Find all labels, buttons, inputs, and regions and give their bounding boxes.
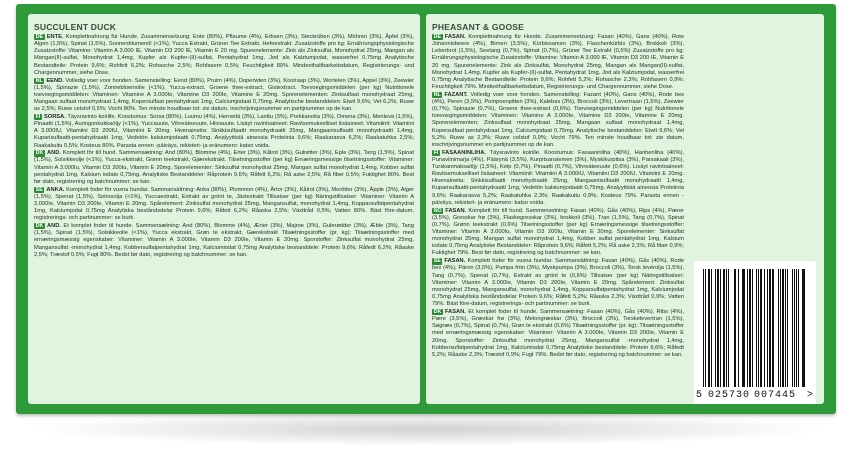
language-tag: NL	[433, 91, 441, 98]
barcode-group-1: 025730	[708, 390, 751, 401]
language-tag: DK	[35, 150, 44, 157]
ingredients-text-block	[34, 34, 414, 259]
barcode-group-2: 007445	[754, 390, 797, 401]
language-section	[34, 34, 414, 78]
section-title: SORSA.	[43, 113, 66, 120]
product-label-pack	[16, 4, 836, 414]
language-tag: NO	[433, 207, 442, 214]
section-text: Volledig voer voor honden. Samenstelling: Eend (80%), Pruim (4%), Doperwten (3%), Koolraap (3%), Wortelen (3%), Appel (3%), Zeewier (1,5%), Spinazie (1,5%), Zonnebloemolie (<1%), Yucca-extract, Groene thee-extract, Gistextract. Toevoegingsmiddelen (per kg) Nutritionele toevoegingsmiddelen: Vitaminen: Vitamine A 3.000Ie, Vitamine D3 200Ie, Vitamine E 20mg. Sporenelementen: Zinksulfaat monohydraat 25mg, Mangaan sulfaat monohydraat 1,4mg, Kopersulfaat pentahydraat 1mg, Calciumjodaat 0,75mg. Analytische bestanddelen: Eiwit 9,6%; Vet 6,2%; Ruwe as 2,5%; Ruwe celstof 0,5%; Vocht 80%. Ten minste houdbaar tot: zie datum, inschrijvingsnummer en partijnummer op de kan.	[34, 77, 414, 113]
barcode-bars	[703, 269, 807, 387]
section-text: Täysravinto koirille. Koostumus: Sorsa (80%), Luumu (4%), Herneitä (3%), Lanttu (3%), Porkkanoita (3%), Omena (3%), Merilevä (1,5%), Pinaatti (1,5%), Auringonkukkaöljy (<1%), Yuccauute, Vihreäteeuute, Hiivauute. Lisäyt ravintoaineet: Ravitsemukselliset lisäaineet: Vitamiinit: Vitamiini A 3.000IU, Vitamiini D3 200IU, Vitamiini E 20mg. Hivenaineita: Sinkkisulfaatti monohydraatti 25mg, Mangaanisulfaatti monohydraatti 1,4mg, Kuparisulfaatti-pentahydraatti 1mg, Vedetön kalsiumjodaatti 0,75mg. Analyyttisiä aineosia Proteiinia 9,6%; Raakarasva 6,2%; Raakatuhka 2,5%; Raakakuitu 0,5%; Kosteus 80%. Parasta ennen -päiväys, rekisteri- ja eränumero: katso voida.	[34, 113, 414, 149]
language-section	[34, 187, 414, 223]
section-title: FAZANT.	[444, 91, 468, 98]
language-tag: SE	[433, 258, 441, 265]
barcode-quiet-zone-marker: >	[806, 390, 814, 401]
language-tag: SE	[35, 186, 43, 193]
section-title: FASAN.	[444, 308, 466, 315]
section-text: Komplettnahrung für Hunde. Zusammensetzung: Fasan (40%), Gans (40%), Rote Johannisbeere (4%), Birnen (3,5%), Kürbissamen (3%), Flaschenkürbis (3%), Brokkoli (3%), Leberbrot (1,5%), Seetang (0,7%), Spinat (0,7%), Grüner Tee Extrakt (0,5%) Zusatzstoffe pro kg: Ernährungsphysiologische Zusatzstoffe: Vitamine: Vitamin A 3.000 IE, Vitamin D3 200 IE, Vitamin E 20 mg. Spurenelemente: Zink als Zinksulfat, Monohydrat 25mg, Mangan als Mangan(II)-sulfat, Monohydrat 1,4mg, Kupfer als Kupfer-(II)-sulfat, Pentahydrat 1mg, Jod als Kalziumjodat, wasserfrei 0,75mg Analytische Bestandteile: Protein 9,6%; Rohfett 5,2%; Rohasche 2,3%; Rohfasern 0,9%; Feuchtigkeit 79%. Mindesthaltbarkeitsdatum, Registrierungs- und Chargennummer, siehe Dose.	[432, 34, 684, 91]
language-tag: DE	[433, 34, 442, 40]
language-tag: FI	[35, 113, 41, 120]
language-section	[34, 114, 414, 150]
section-text: Komplett foder för vuxna hundar. Sammansättning: Anka (80%), Plommon (4%), Ärtor (3%), Kålrot (3%), Morötter (3%), Äpple (3%), Alger (1,5%), Spenat (1,5%), Solrosolja (<1%), Yuccaextrakt, Extrakt av grönt te, Jästextrakt Tillsatser (per kg) Näringstillsatser: Vitaminer: Vitamin A 3.000Ie, Vitamin D3 200Ie, Vitamin E 20mg. Spårelement: Zinksulfat monohydrat 25mg, Mangansulfat, monohydrat 1,4mg, Kopparsulfatpentahydrat 1mg, Kalciumjodat 0,75mg Analytiska beståndsdelar Protein 9,6%; Råfett 6,2%; Råaska 2,5%; Växttråd 0,5%; Vatten 80%. Bäst före-datum, registrerings- och partinummer: se burk.	[34, 186, 414, 222]
section-title: ENTE.	[46, 34, 64, 40]
section-title: EEND.	[46, 77, 64, 84]
section-text: Komplett för till hund. Sammensetning: Fasan (40%), Gås (40%), Rips (4%), Pærer (3,5%), Gresskar frø (3%), Flaskegresskar (3%), brokkoli (3%), Tran (1,5%), Tang (0,7%), Spinat (0,7%), Grønn teekstrakt (0,6%) Tilsetningsstoffer (per kg) Ernæringsmessige tilsetningsstoffer: Vitaminer: Vitamin A 3.000Iu, Vitamin D3 200Iu, Vitamin E 20mg. Sporelementer: Sinksulfat monohydrat 25mg, Mangan sulfat monohydrat 1,4mg, Kobber sulfat pentahydrat 1mg, Kalsium iodate 0,75mg Analytiske Bestanddeler: Råprotein 9,6%; Råfett 5,2%; Rå aske 2,3%; Rå fiber 0,9%; Fuktighet 79%. Best før dato, registrering og batchnummer: se kan.	[432, 207, 684, 257]
section-text: Komplettnahrung für Hunde. Zusammensetzung: Ente (80%), Pflaume (4%), Erbsen (3%), Steckrüben (3%), Möhren (3%), Äpfel (3%), Algen (1,5%), Spinat (1,5%), Sonnenblumenöl (<1%), Yucca Extrakt, Grüner Tee Extrakt, Hefeextrakt. Zusatzstoffe pro kg: Ernährungsphysiologische Zusatzstoffe: Vitamine: Vitamin A 3.000 IE, Vitamin D3 200 IE, Vitamin E 20 mg. Spurenelemente: Zink als Zinksulfat, Monohydrat 25mg, Mangan als Mangan(II)-sulfat, Monohydrat 1,4mg, Kupfer als Kupfer-(II)-sulfat, Pentahydrat 1mg, Jod als Kalziumjodat, wasserfrei 0,75mg Analytische Bestandteile: Protein 9,6%; Rohfett 6,2%; Rohasche 2,5%; Rohfasern 0,5%; Feuchtigkeit 80%. Mindesthaltbarkeitsdatum, Registrierungs- und Chargennummer, siehe Dose.	[34, 34, 414, 76]
drop-shadow	[24, 412, 830, 446]
section-title: FASAN.	[445, 207, 467, 214]
section-text: Et komplet foder til hunde. Sammensætning: And (80%), Blomme (4%), Ærter (3%), Majroe (3%), Gulerødder (3%), Æble (3%), Tang (1,5%), Spinat (1,5%), Solsikkeolie (<1%), Yucca ekstrakt, Grøn te ekstrakt, Gærekstrakt Tilsætningsstoffer (pr. kg): Tilsætningsstoffer med ernæringsmæssig egenskaber: Vitaminer: Vitamin A 3.000Ie, Vitamin D3 200Ie, Vitamin E 20mg. Sporstoffer: Zinksulfat monohydrat 25mg, Mangansulfat -monohydrat 1,4mg, Kobbersulfatpentahydrat 1mg, Kalciumiodat 0,75mg Analytiske bestanddele: Protein 9,6%; Råfedt 6,2%; Råaske 2,5%; Træstof 0,5%; Fugt 80%. Bedst før dato, registrering og batchnummer: se kan.	[34, 223, 414, 258]
section-title: AND.	[46, 223, 61, 230]
section-text: Täysravinto koirille. Koostumus: Fasaaninliha (40%), Hanhenliha (40%), Punaviinimarja (4%), Päärynä (3,5%), Kurpitsansiemen (3%), Myskikurpitsa (3%), Parsakaali (3%), Turskanmaksaöljy (1,5%), Kelp (0,7%), Pinaatti (0,7%), Vihreäteeuute (0,6%). Lisäyt ravintoaineet: Ravitsemukselliset lisäaineet: Vitamiinit: Vitamiini A 3.000IU, Vitamiini D3 200IU, Vitamiini E 20mg. Hivenaineita: Sinkkisulfaatti monohydraatti 25mg, Mangaanisulfaatti monohydraatti 1,4mg, Kuparisulfaatti-pentahydraatti 1mg, Vedetön kalsiumjodaatti 0,75mg. Analyyttisiä aineosia Proteiinia 9,6%; Raakarasva 5,2%; Raakatuhka 2,3%; Raakakuitu 0,9%; Kosteus 79%. Parasta ennen -päiväys, rekisteri- ja eränumero: katso voida.	[432, 149, 684, 206]
panel-title: SUCCULENT DUCK	[34, 22, 117, 32]
section-title: AND.	[46, 150, 61, 157]
section-title: FASAN.	[444, 34, 466, 40]
language-tag: DK	[35, 223, 44, 230]
section-title: ANKA.	[46, 186, 65, 193]
panel-pheasant-goose	[426, 14, 824, 404]
section-text: Volledig voer voor honden. Samenstelling: Fazant (40%), Gans (40%), Rode bes (4%), Peren (3,5%), Pompoenpitten (3%), Kalebas (3%), Broccoli (3%), Levertraan (1,5%), Zeewier (0,7%), Spinazie (0,7%), Groene thee-extract (0,6%). Toevoegingsmiddelen (per kg) Nutritionele toevoegingsmiddelen: Vitaminen: Vitamine A 3.000Ie, Vitamine D3 200Ie, Vitamine E 20mg. Sporenelementen: Zinksulfaat monohydraat 25mg, Mangaan sulfaat monohydraat 1,4mg, Kopersulfaat pentahydraat 1mg, Calciumjodaat 0,75mg. Analytische bestanddelen: Eiwit 9,6%; Vet 5,2%; Ruwe as 2,3%; Ruwe celstof 0,9%; Vocht 79%. Ten minste houdbaar tot: zie datum, inschrijvingsnummer en partijnummer op de kan.	[432, 91, 684, 148]
language-section	[34, 150, 414, 186]
ingredients-text-block	[432, 34, 684, 360]
language-section	[34, 78, 414, 114]
barcode	[694, 261, 816, 404]
language-section	[432, 208, 684, 259]
language-tag: DK	[433, 308, 442, 315]
language-tag: NL	[35, 77, 43, 84]
language-section	[432, 150, 684, 208]
section-text: Et komplet foder til hunde. Sammensætning: Fasan (40%), Gås (40%), Ribs (4%), Pære (3,5%), Græskar frø (3%), Melongræskar (3%), Broccoli (3%), Torskelevertran (1,5%), Søgræs (0,7%), Spinat (0,7%), Grøn te ekstrakt (0,6%) Tilsætningsstoffer (pr. kg): Tilsætningsstoffer med ernæringsmæssig egenskaber: Vitaminer: Vitamin A 3.000Ie, Vitamin D3 200Ie, Vitamin E 20mg. Sporstoffer: Zinksulfat monohydrat 25mg, Mangansulfat -monohydrat 1,4mg, Kobbersulfatpentahydrat 1mg, Kalciumiodat 0,75mg Analytiske bestanddele: Protein 9,6%; Råfedt 5,2%; Råaske 2,3%; Træstof 0,9%; Fugt 79%. Bedst før dato, registrering og batchnummer: se kan.	[432, 308, 684, 358]
section-text: Komplett foder för vuxna hundar. Sammansättning: Fasan (40%), Gås (40%), Rode bes (4%), Päron (3,5%), Pumpa frön (3%), Myskpumpa (3%), Broccoli (3%), Torsk levérolja (1,5%), Tang (0,7%), Spenat (0,7%), Extrakt av grönt te (0,6%) Tillsatser (per kg) Näringstillsatser: Vitaminer: Vitamin A 3.000Ie, Vitamin D3 200Ie, Vitamin E 20mg. Spårelement: Zinksulfat monohydrat 25mg, Mangansulfat, monohydrat 1,4mg, Kopparsulfatpentahydrat 1mg, Kalciumjodat 0,75mg Analytiska beståndsdelar Protein 9,6%; Råfett 5,2%; Råaska 2,3%; Växttråd 0,9%; Vatten 79%. Bäst före-datum, registrerings- och partinummer: se burk.	[432, 258, 684, 308]
section-title: FASAANINLIHA.	[441, 149, 486, 156]
section-title: FASAN.	[444, 258, 466, 265]
barcode-lead-digit: 5	[696, 390, 704, 401]
language-section	[432, 92, 684, 150]
section-text: Komplett för till hund. Sammensætning: And (80%), Blomme (4%), Erter (3%), Kålrot (3%), Gulrøtter (3%), Eple (3%), Tang (1,5%), Spinat (1,5%), Solsikkeolje (<1%), Yucca-ekstrakt, Grønn teekstrakt, Gjærekstrakt. Tilsetningsstoffer (per kg) Ernæringsmessige tilsetningsstoffer: Vitaminer: Vitamin A 3.000Iu, Vitamin D3 200Iu, Vitamin E 20mg. Sporelementer: Sinksulfat monohydrat 25mg, Mangan sulfat monohydrat 1,4mg, Kobber sulfat pentahydrat 1mg, Kalsium iodate 0,75mg. Analytiske Bestanddeler: Råprotein 9,6%; Råfett 6,2%; Rå aske 2,5%; Rå fiber 0,5%; Fuktighet 80%. Best før dato, registrering og batchnummer: se kan.	[34, 150, 414, 185]
language-section	[34, 223, 414, 259]
panel-title: PHEASANT & GOOSE	[432, 22, 524, 32]
panel-succulent-duck	[28, 14, 420, 404]
barcode-bar	[805, 269, 807, 387]
language-tag: DE	[35, 34, 44, 40]
language-tag: FI	[433, 149, 439, 156]
language-section	[432, 34, 684, 92]
language-section	[432, 309, 684, 360]
language-section	[432, 258, 684, 309]
